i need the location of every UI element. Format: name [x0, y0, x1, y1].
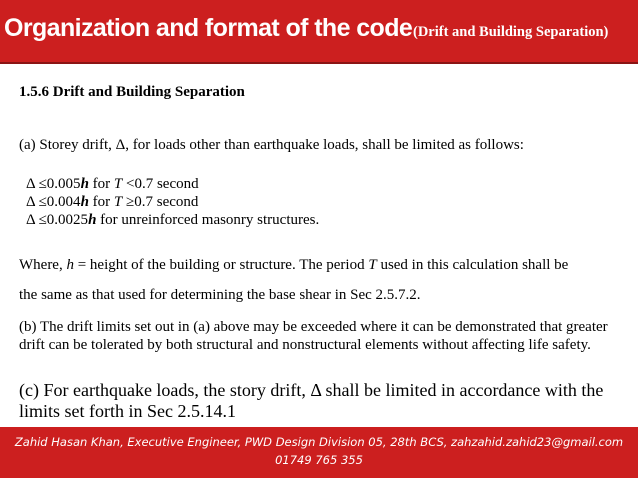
limit-text: for unreinforced masonry structures.: [96, 212, 320, 228]
where-line-1: [19, 257, 568, 274]
section-heading: 1.5.6 Drift and Building Separation: [19, 84, 245, 100]
paragraph-c: (c) For earthquake loads, the story drift, Δ shall be limited in accordance with the limits set forth in Sec 2.5.14.1: [19, 380, 604, 421]
limit-variable: h: [80, 194, 89, 210]
period-variable: T: [368, 257, 377, 273]
delta-symbol: Δ: [26, 194, 35, 210]
limit-item: [26, 176, 199, 193]
where-line-2: the same as that used for determining the base shear in Sec 2.5.7.2.: [19, 287, 421, 303]
limit-value: ≤0.005: [34, 176, 81, 192]
height-variable: h: [66, 257, 74, 273]
limit-item: [26, 212, 319, 229]
footer-bar: [0, 425, 638, 478]
author-credit: Zahid Hasan Khan, Executive Engineer, PWD Design Division 05, 28th BCS, zahzahid.zahid23@gmail.com: [14, 435, 624, 449]
paragraph-a: (a) Storey drift, Δ, for loads other than earthquake loads, shall be limited as follows:: [19, 137, 524, 153]
where-text: used in this calculation shall be: [376, 257, 569, 273]
limit-condition: <0.7 second: [122, 176, 199, 192]
limit-item: [26, 194, 198, 211]
author-phone: 01749 765 355: [275, 453, 363, 467]
page-title: Organization and format of the code: [4, 14, 413, 42]
delta-symbol: Δ: [26, 212, 35, 228]
page-subtitle: (Drift and Building Separation): [413, 24, 609, 40]
where-text: = height of the building or structure. The period: [73, 257, 369, 273]
limit-condition: ≥0.7 second: [122, 194, 199, 210]
limit-value: ≤0.0025: [34, 212, 89, 228]
where-text: Where,: [19, 257, 67, 273]
limit-variable: h: [80, 176, 89, 192]
limit-text: for: [88, 176, 114, 192]
delta-symbol: Δ: [26, 176, 35, 192]
period-variable: T: [113, 176, 123, 192]
limit-value: ≤0.004: [34, 194, 81, 210]
limit-variable: h: [88, 212, 97, 228]
paragraph-b: (b) The drift limits set out in (a) above may be exceeded where it can be demonstrated that greater drift can be tolerated by both structural and nonstructural elements without affecting life safety.: [19, 319, 608, 353]
title-bar: [0, 0, 638, 64]
period-variable: T: [113, 194, 123, 210]
limit-text: for: [88, 194, 114, 210]
